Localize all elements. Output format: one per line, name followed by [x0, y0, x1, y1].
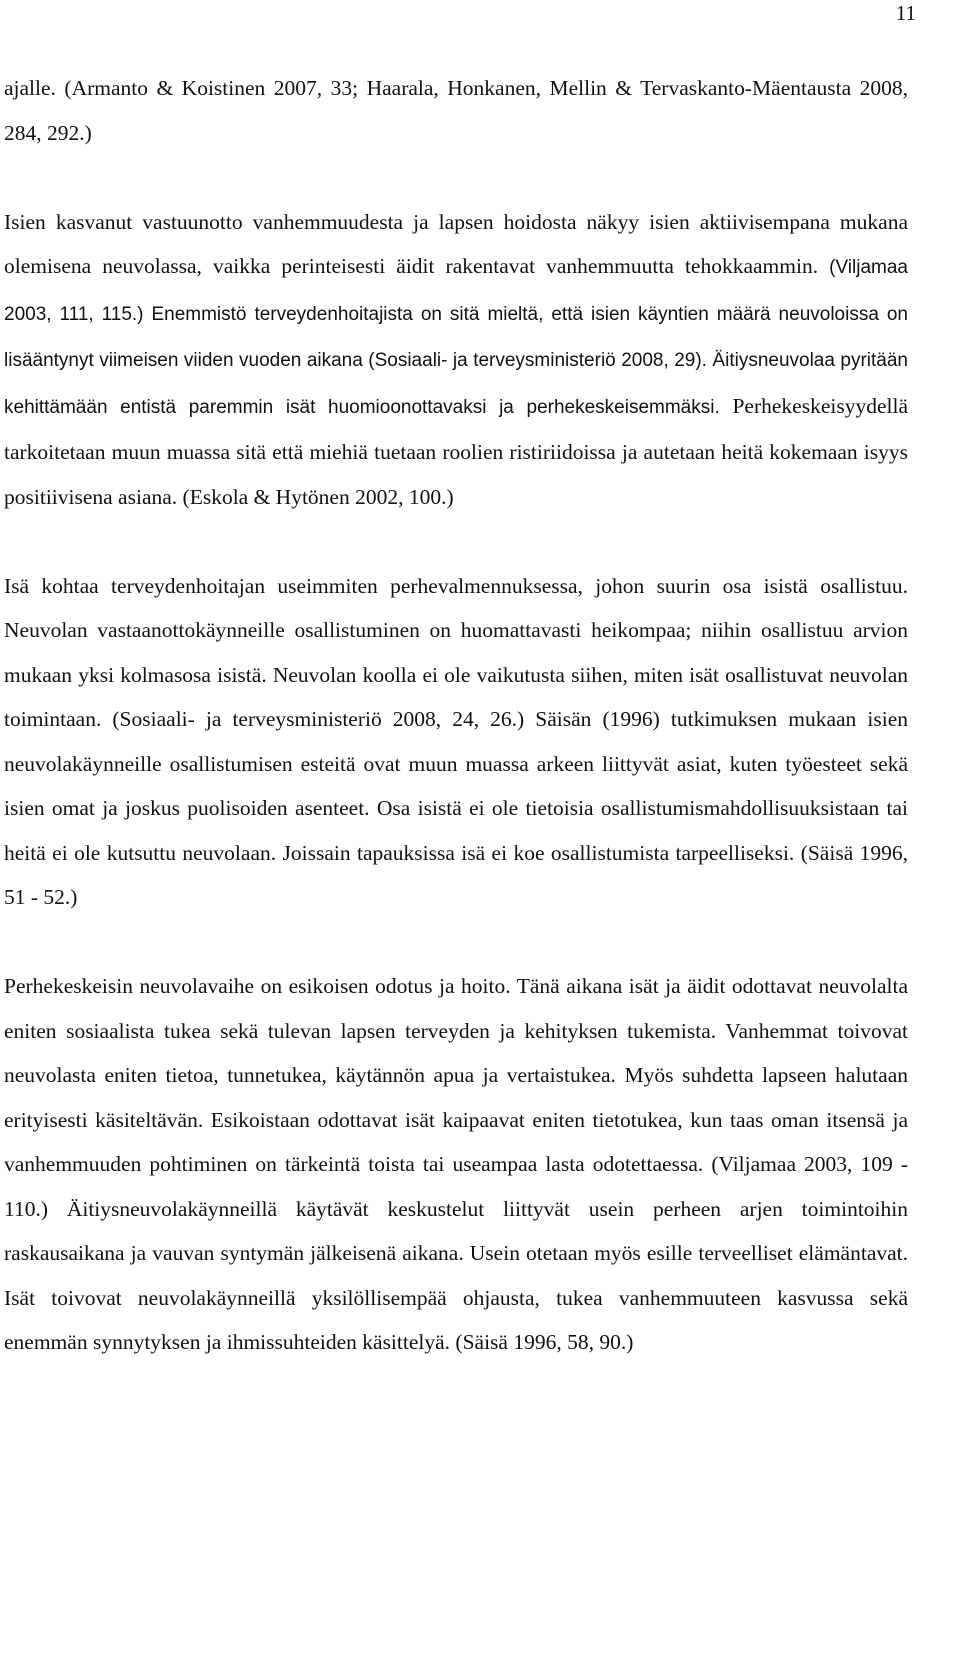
- paragraph-3: Isä kohtaa terveydenhoitajan useimmiten perhevalmennuksessa, johon suurin osa isistä osallistuu. Neuvolan vastaanottokäynneille osallistuminen on huomattavasti heikompaa; niihin osallistuu arvion mukaan yksi kolmasosa isistä. Neuvolan koolla ei ole vaikutusta siihen, miten isät osallistuvat neuvolan toimintaan. (Sosiaali- ja terveysministeriö 2008, 24, 26.) Säisän (1996) tutkimuksen mukaan isien neuvolakäynneille osallistumisen esteitä ovat muun muassa arkeen liittyvät asiat, kuten työesteet sekä isien omat ja joskus puolisoiden asenteet. Osa isistä ei ole tietoisia osallistumismahdollisuuksistaan tai heitä ei ole kutsuttu neuvolaan. Joissain tapauksissa isä ei koe osallistumista tarpeelliseksi. (Säisä 1996, 51 - 52.): [4, 573, 908, 909]
- paragraph-2-serif-end: Perhekeskeisyydellä tarkoitetaan muun muassa sitä että miehiä tuetaan roolien ristiriidoissa ja autetaan heitä kokemaan isyys positiivisena asiana. (Eskola & Hytönen 2002, 100.): [4, 393, 909, 509]
- paragraph-2-serif-start: Isien kasvanut vastuunotto vanhemmuudesta ja lapsen hoidosta näkyy isien aktiivisempana mukana olemisena neuvolassa, vaikka perinteisesti äidit rakentavat vanhemmuutta tehokkaammin.: [4, 209, 908, 278]
- page-number: 11: [895, 1, 916, 25]
- paragraph-2-sans-segment: (Viljamaa 2003, 111, 115.) Enemmistö terveydenhoitajista on sitä mieltä, että isien käyntien määrä neuvoloissa on lisääntynyt viimeisen viiden vuoden aikana (Sosiaali- ja terveysministeriö 2008, 29). Äitiysneuvolaa pyritään kehittämään entistä paremmin isät huomioonottavaksi ja perhekeskeisemmäksi.: [4, 257, 908, 418]
- document-body: [4, 66, 908, 1365]
- paragraph-4: Perhekeskeisin neuvolavaihe on esikoisen odotus ja hoito. Tänä aikana isät ja äidit odottavat neuvolalta eniten sosiaalista tukea sekä tulevan lapsen terveyden ja kehityksen tukemista. Vanhemmat toivovat neuvolasta eniten tietoa, tunnetukea, käytännön apua ja vertaistukea. Myös suhdetta lapseen halutaan erityisesti käsiteltävän. Esikoistaan odottavat isät kaipaavat eniten tietotukea, kun taas oman itsensä ja vanhemmuuden pohtiminen on tärkeintä toista tai useampaa lasta odotettaessa. (Viljamaa 2003, 109 - 110.) Äitiysneuvolakäynneillä käytävät keskustelut liittyvät usein perheen arjen toimintoihin raskausaikana ja vauvan syntymän jälkeisenä aikana. Usein otetaan myös esille terveelliset elämäntavat. Isät toivovat neuvolakäynneillä yksilöllisempää ohjausta, tukea vanhemmuuteen kasvussa sekä enemmän synnytyksen ja ihmissuhteiden käsittelyä. (Säisä 1996, 58, 90.): [4, 974, 908, 1354]
- paragraph-2: [4, 200, 908, 520]
- paragraph-1: ajalle. (Armanto & Koistinen 2007, 33; Haarala, Honkanen, Mellin & Tervaskanto-Mäentausta 2008, 284, 292.): [4, 76, 908, 145]
